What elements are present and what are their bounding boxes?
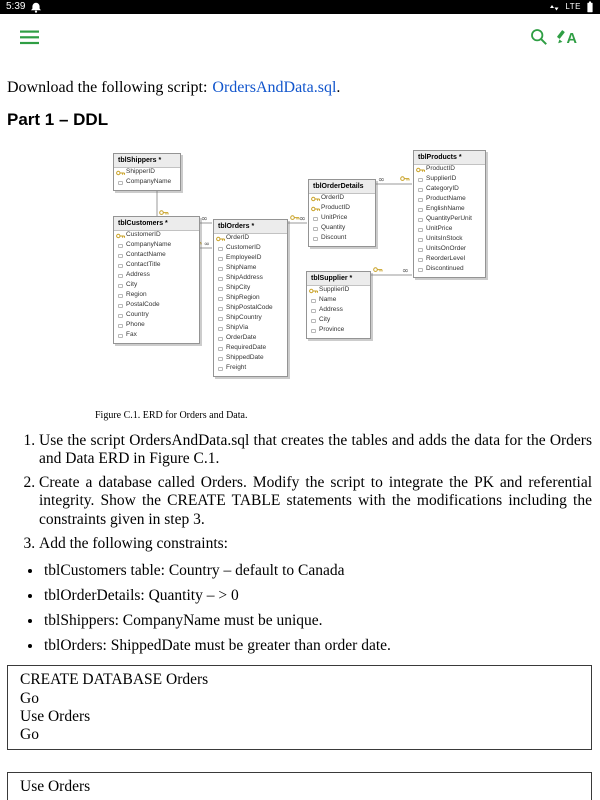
network-arrows-icon [548,3,560,12]
clock: 5:39 [6,1,26,12]
erd-field-name: ShipperID [126,168,155,176]
erd-field-row [414,205,485,215]
erd-field-name: UnitPrice [321,214,348,222]
erd-entity-title: tblProducts * [414,151,485,165]
primary-key-icon [307,288,319,294]
erd-field-name: Province [319,326,345,334]
erd-field-name: City [126,281,138,289]
erd-field-row [214,304,287,314]
erd-entity-tblSupplier [306,271,371,339]
erd-field-row [414,255,485,265]
column-icon [414,188,426,192]
erd-field-name: Quantity [321,224,346,232]
status-bar [0,0,600,14]
sql-line: Use Orders [20,778,91,796]
erd-field-row [114,271,199,281]
erd-field-row [414,225,485,235]
column-icon [114,264,126,268]
primary-key-icon [414,167,426,173]
erd-field-name: EnglishName [426,205,465,213]
erd-field-row [214,284,287,294]
column-icon [414,248,426,252]
column-icon [214,307,226,311]
erd-entity-tblShippers [113,153,181,191]
erd-field-name: Discount [321,234,347,242]
erd-field-name: ShipVia [226,324,249,332]
erd-field-row [114,178,180,188]
erd-field-row [214,314,287,324]
erd-field-row [414,215,485,225]
erd-field-name: SupplierID [426,175,457,183]
column-icon [414,238,426,242]
app-toolbar [0,14,600,60]
erd-field-name: QuantityPerUnit [426,215,472,223]
erd-field-name: RequiredDate [226,344,267,352]
erd-field-row [214,244,287,254]
erd-field-row [307,296,370,306]
erd-field-row [114,261,199,271]
column-icon [309,227,321,231]
column-icon [114,244,126,248]
erd-field-name: ShipRegion [226,294,260,302]
erd-field-name: EmployeeID [226,254,262,262]
notification-bell-icon [30,2,42,13]
erd-field-name: ContactName [126,251,166,259]
erd-field-row [414,175,485,185]
erd-field-name: ProductID [426,165,455,173]
column-icon [307,299,319,303]
erd-field-row [214,234,287,244]
sql-box-2 [7,772,592,800]
erd-field-row [114,231,199,241]
erd-field-name: Discontinued [426,265,464,273]
erd-field-name: OrderDate [226,334,257,342]
column-icon [414,208,426,212]
search-button[interactable] [526,24,552,50]
constraint-item: • tblOrders: ShippedDate must be greater than order date. [43,636,592,655]
erd-field-row [307,306,370,316]
one-key-icon [374,267,382,271]
erd-field-name: ContactTitle [126,261,161,269]
column-icon [214,317,226,321]
column-icon [414,198,426,202]
erd-field-row [214,344,287,354]
column-icon [214,287,226,291]
erd-field-name: CustomerID [226,244,261,252]
column-icon [214,327,226,331]
erd-entity-tblOrders [213,219,288,377]
erd-field-row [114,168,180,178]
erd-field-row [414,195,485,205]
erd-field-name: ShipPostalCode [226,304,273,312]
erd-field-row [214,294,287,304]
erd-field-name: ProductID [321,204,350,212]
one-key-icon [160,210,168,214]
column-icon [114,314,126,318]
erd-field-name: UnitPrice [426,225,453,233]
erd-field-row [414,165,485,175]
column-icon [414,228,426,232]
column-icon [414,178,426,182]
erd-field-row [309,224,375,234]
column-icon [214,297,226,301]
erd-field-row [309,234,375,244]
column-icon [414,258,426,262]
column-icon [214,357,226,361]
column-icon [307,329,319,333]
erd-field-name: Name [319,296,337,304]
erd-entity-title: tblCustomers * [114,217,199,231]
network-type: LTE [565,2,581,11]
column-icon [214,267,226,271]
column-icon [214,337,226,341]
erd-field-name: UnitsOnOrder [426,245,467,253]
column-icon [414,218,426,222]
erd-field-row [414,265,485,275]
erd-field-name: PostalCode [126,301,160,309]
column-icon [114,304,126,308]
column-icon [414,268,426,272]
erd-field-name: Fax [126,331,137,339]
erd-field-name: Region [126,291,147,299]
intro-period: . [336,79,341,96]
erd-field-row [414,235,485,245]
constraint-list [43,561,592,655]
erd-field-name: ShipAddress [226,274,263,282]
erd-field-name: ShipCountry [226,314,262,322]
document-page [0,78,600,800]
sql-line: CREATE DATABASE Orders [20,671,209,689]
column-icon [114,254,126,258]
erd-entity-title: tblSupplier * [307,272,370,286]
many-infinity-icon: ∞ [204,239,210,248]
constraint-item: • tblCustomers table: Country – default to Canada [43,561,592,580]
sql-box-1 [7,665,592,750]
erd-field-row [214,324,287,334]
column-icon [214,277,226,281]
erd-field-row [114,331,199,341]
erd-field-name: ShippedDate [226,354,264,362]
erd-field-row [114,321,199,331]
column-icon [114,274,126,278]
many-infinity-icon: ∞ [378,174,385,184]
column-icon [114,284,126,288]
erd-diagram [7,144,592,406]
erd-entity-tblProducts [413,150,486,278]
annotate-button[interactable] [552,24,586,50]
erd-field-name: Country [126,311,149,319]
primary-key-icon [309,206,321,212]
part-heading: Part 1 – DDL [7,110,109,130]
column-icon [309,217,321,221]
erd-field-name: CompanyName [126,241,172,249]
erd-field-row [307,326,370,336]
erd-field-name: CompanyName [126,178,172,186]
primary-key-icon [309,196,321,202]
erd-field-name: Address [126,271,150,279]
column-icon [309,237,321,241]
instruction-item: 1. Use the script OrdersAndData.sql that creates the tables and adds the data for the Orders and Data ERD in Figure C.1. [39,432,592,469]
erd-field-row [114,281,199,291]
many-infinity-icon: ∞ [201,213,208,223]
column-icon [214,347,226,351]
erd-field-row [114,241,199,251]
figure-caption: Figure C.1. ERD for Orders and Data. [95,409,248,421]
erd-field-row [114,311,199,321]
erd-field-row [214,364,287,374]
erd-field-name: Phone [126,321,145,329]
column-icon [114,294,126,298]
erd-field-name: CategoryID [426,185,459,193]
erd-entity-title: tblShippers * [114,154,180,168]
search-icon [530,28,548,46]
erd-field-name: UnitsInStock [426,235,463,243]
erd-field-row [309,204,375,214]
erd-field-row [309,214,375,224]
intro-text: Download the following script: [7,79,208,96]
erd-field-row [114,251,199,261]
erd-field-name: CustomerID [126,231,161,239]
erd-entity-title: tblOrderDetails [309,180,375,194]
erd-field-row [214,264,287,274]
erd-field-name: SupplierID [319,286,350,294]
erd-field-row [414,245,485,255]
erd-field-name: City [319,316,331,324]
erd-field-name: ReorderLevel [426,255,466,263]
instruction-list [39,432,592,554]
erd-entity-tblOrderDetails [308,179,376,247]
erd-field-row [414,185,485,195]
sql-line: Go [20,726,39,744]
column-icon [214,247,226,251]
erd-field-name: OrderID [321,194,345,202]
script-link[interactable]: OrdersAndData.sql [212,79,337,96]
column-icon [114,181,126,185]
erd-field-name: ProductName [426,195,466,203]
erd-entity-tblCustomers [113,216,200,344]
constraint-item: • tblOrderDetails: Quantity – > 0 [43,586,592,605]
primary-key-icon [114,233,126,239]
instruction-item: 3. Add the following constraints: [39,535,592,553]
sql-line: Go [20,689,39,707]
column-icon [114,324,126,328]
primary-key-icon [114,170,126,176]
one-key-icon [401,176,409,180]
erd-field-row [114,291,199,301]
constraint-item: • tblShippers: CompanyName must be unique. [43,611,592,630]
erd-connectors [7,144,600,406]
erd-field-row [214,354,287,364]
svg-text:A: A [566,31,577,46]
battery-icon [586,1,594,13]
erd-field-row [214,254,287,264]
column-icon [307,319,319,323]
erd-field-row [307,286,370,296]
erd-field-row [307,316,370,326]
many-infinity-icon: ∞ [402,265,409,275]
erd-field-row [309,194,375,204]
sql-line: Use Orders [20,707,91,725]
erd-field-name: ShipCity [226,284,251,292]
erd-entity-title: tblOrders * [214,220,287,234]
erd-field-row [214,334,287,344]
erd-field-name: Address [319,306,343,314]
menu-button[interactable] [16,26,44,49]
erd-field-name: Freight [226,364,247,372]
hamburger-icon [20,30,40,45]
erd-field-row [214,274,287,284]
column-icon [114,334,126,338]
intro-paragraph [7,78,592,97]
column-icon [307,309,319,313]
erd-field-name: ShipName [226,264,257,272]
primary-key-icon [214,236,226,242]
one-key-icon [291,215,299,219]
erd-field-row [114,301,199,311]
column-icon [214,367,226,371]
many-infinity-icon: ∞ [299,213,306,223]
column-icon [214,257,226,261]
instruction-item: 2. Create a database called Orders. Modify the script to integrate the PK and referential integrity. Show the CREATE TABLE statements with the modifications including the constraints given in step 3. [39,474,592,529]
annotation-icon [556,28,582,46]
erd-field-name: OrderID [226,234,250,242]
